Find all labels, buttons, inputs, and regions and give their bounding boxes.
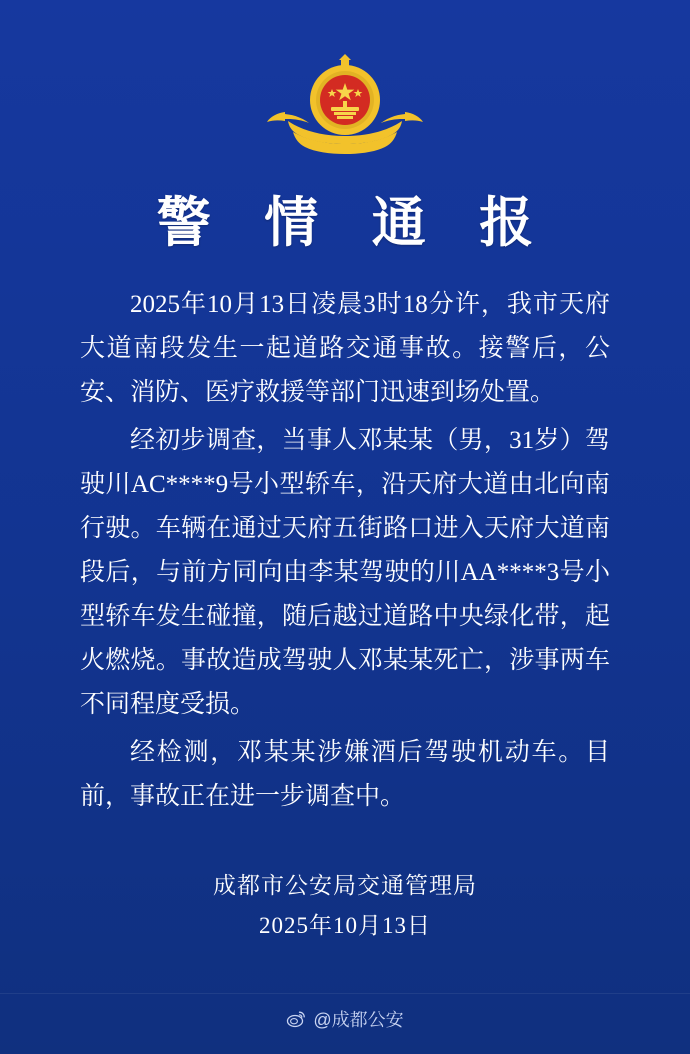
notice-paragraph: 2025年10月13日凌晨3时18分许，我市天府大道南段发生一起道路交通事故。接警后，公安、消防、医疗救援等部门迅速到场处置。 xyxy=(80,291,610,406)
notice-paragraph: 经初步调查，当事人邓某某（男，31岁）驾驶川AC****9号小型轿车，沿天府大道由北向南行驶。车辆在通过天府五街路口进入天府大道南段后，与前方同向由李某驾驶的川AA****3号小型轿车发生碰撞，随后越过道路中央绿化带，起火燃烧。事故造成驾驶人邓某某死亡，涉事两车不同程度受损。 xyxy=(80,427,610,718)
footer-account-label: @成都公安 xyxy=(313,1010,404,1030)
signature-block xyxy=(0,866,690,946)
signature-organization: 成都市公安局交通管理局 xyxy=(213,873,477,898)
notice-body xyxy=(80,283,610,823)
weibo-icon xyxy=(286,1009,306,1029)
signature-date: 2025年10月13日 xyxy=(259,913,431,938)
page-title: 警 情 通 报 xyxy=(156,193,554,253)
footer-divider xyxy=(0,993,690,994)
footer-account xyxy=(0,1006,690,1032)
china-police-emblem xyxy=(265,52,425,162)
notice-paragraph: 经检测，邓某某涉嫌酒后驾驶机动车。目前，事故正在进一步调查中。 xyxy=(80,739,610,810)
